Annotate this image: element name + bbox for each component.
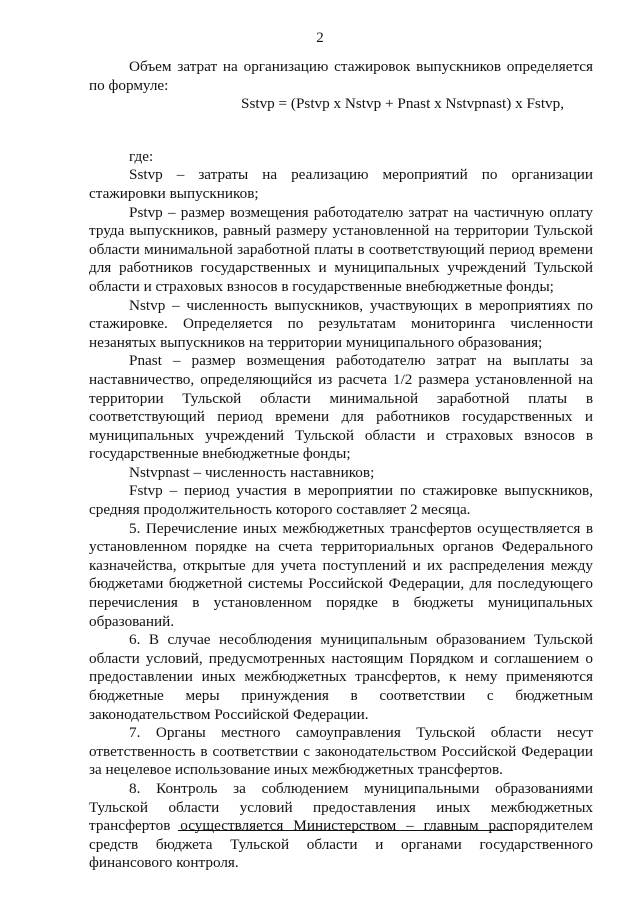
document-body bbox=[89, 58, 593, 873]
definition-pstvp: Pstvp – размер возмещения работодателю затрат на частичную оплату труда выпускников, равный размеру установленной на территории Тульской области минимальной заработной платы в соответствующий период времени для работников государственных и муниципальных учреждений Тульской области и страховых взносов в государственные внебюджетные фонды; bbox=[89, 203, 593, 295]
definition-fstvp: Fstvp – период участия в мероприятии по стажировке выпускников, средняя продолжительность которого составляет 2 месяца. bbox=[89, 482, 593, 519]
clause-7: 7. Органы местного самоуправления Тульской области несут ответственность в соответствии с законодательством Российской Федерации за нецелевое использование иных межбюджетных трансфертов. bbox=[89, 724, 593, 779]
spacer bbox=[89, 114, 593, 148]
clause-8: 8. Контроль за соблюдением муниципальными образованиями Тульской области условий предоставления иных межбюджетных трансфертов осуществляется Министерством – главным распорядителем средств бюджета Тульской области и органами государственного финансового контроля. bbox=[89, 779, 593, 872]
clause-6: 6. В случае несоблюдения муниципальным образованием Тульской области условий, предусмотренных настоящим Порядком и соглашением о предоставлении иных межбюджетных трансфертов, к нему применяются бюджетные меры принуждения в соответствии с бюджетным законодательством Российской Федерации. bbox=[89, 631, 593, 723]
definition-pnast: Pnast – размер возмещения работодателю затрат на выплаты за наставничество, определяющийся из расчета 1/2 размера установленной на территории Тульской области минимальной заработной платы в соответствующий период времени для работников государственных и муниципальных учреждений Тульской области и страховых взносов в государственные внебюджетные фонды; bbox=[89, 352, 593, 463]
formula: Sstvp = (Pstvp x Nstvp + Pnast x Nstvpnast) x Fstvp, bbox=[241, 95, 565, 113]
where-label: где: bbox=[129, 147, 154, 165]
definition-nstvpnast: Nstvpnast – численность наставников; bbox=[129, 463, 375, 481]
page-number: 2 bbox=[316, 30, 324, 46]
clause-5: 5. Перечисление иных межбюджетных трансфертов осуществляется в установленном порядке на счета территориальных органов Федерального казначейства, открытые для учета поступлений и их распределения между бюджетами бюджетной системы Российской Федерации, для последующего перечисления в установленном порядке в бюджеты муниципальных образований. bbox=[89, 519, 593, 630]
definition-nstvp: Nstvp – численность выпускников, участвующих в мероприятиях по стажировке. Определяется по результатам мониторинга численности незанятых выпускников на территории муниципального образования; bbox=[89, 296, 593, 351]
definition-sstvp: Sstvp – затраты на реализацию мероприятий по организации стажировки выпускников; bbox=[89, 166, 593, 202]
formula-intro: Объем затрат на организацию стажировок выпускников определяется по формуле: bbox=[89, 58, 593, 94]
closing-rule bbox=[178, 830, 513, 831]
